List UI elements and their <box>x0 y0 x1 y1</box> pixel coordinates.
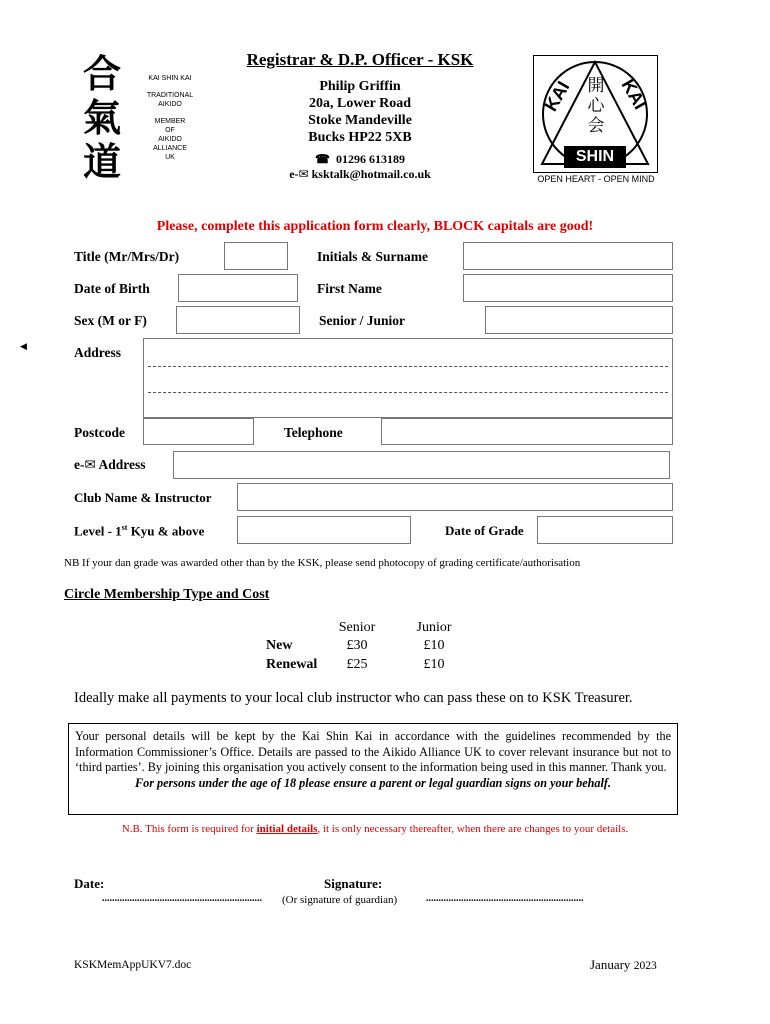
row-renewal-senior: £25 <box>346 657 368 672</box>
footer-filename: KSKMemAppUKV7.doc <box>74 959 192 971</box>
guardian-signature-note: (Or signature of guardian) <box>282 894 398 906</box>
registrar-name: Philip Griffin <box>319 79 401 94</box>
first-name-label: First Name <box>317 281 382 296</box>
registrar-phone <box>260 152 460 167</box>
date-label: Date: <box>74 876 105 891</box>
initial-details-note <box>60 823 690 835</box>
note-aikido2: AIKIDO <box>158 136 182 143</box>
row-new-senior: £30 <box>346 638 368 653</box>
footer-month: January <box>590 957 631 972</box>
initials-surname-label: Initials & Surname <box>317 249 429 264</box>
senior-junior-label: Senior / Junior <box>319 313 406 328</box>
row-renewal-type: Renewal <box>266 657 318 672</box>
postcode-label: Postcode <box>74 425 125 440</box>
note-alliance: ALLIANCE <box>153 145 187 152</box>
logo-kai-right: KAI <box>617 75 651 113</box>
kanji-ki: 氣 <box>82 96 121 140</box>
level-label-sup: st <box>121 523 128 532</box>
row-renewal-junior: £10 <box>423 657 445 672</box>
left-kanji <box>78 52 126 184</box>
dan-grade-note: NB If your dan grade was awarded other than by the KSK, please send photocopy of grading certificate/authorisation <box>64 557 581 569</box>
phone-icon: ☎ <box>315 152 330 166</box>
first-name-input[interactable] <box>463 274 673 302</box>
payment-note: Ideally make all payments to your local club instructor who can pass these on to KSK Treasurer. <box>74 690 633 706</box>
row-new-type: New <box>266 638 293 653</box>
date-line[interactable]: ................................................................ <box>102 893 262 904</box>
sex-input[interactable] <box>176 306 300 334</box>
left-arrow-icon: ◀ <box>20 341 27 351</box>
note-member: MEMBER <box>154 118 186 125</box>
guardian-note: For persons under the age of 18 please ensure a parent or legal guardian signs on your behalf. <box>134 775 612 790</box>
email-label-text: Address <box>98 457 146 472</box>
logo-kai-left: KAI <box>540 77 574 115</box>
level-label-b: Kyu & above <box>127 523 205 539</box>
col-senior-header: Senior <box>338 620 376 635</box>
logo-kanji <box>581 76 611 136</box>
footer-date <box>590 957 657 973</box>
envelope-icon: ✉ <box>298 167 309 181</box>
note-uk: UK <box>165 154 175 161</box>
note-of: OF <box>165 127 175 134</box>
phone-number: 01296 613189 <box>335 152 405 166</box>
envelope-icon: ✉ <box>84 457 96 473</box>
nb2-post: , it is only necessary thereafter, when there are changes to your details. <box>317 823 629 835</box>
signature-label: Signature: <box>324 876 383 891</box>
address-input[interactable] <box>143 338 673 418</box>
postcode-input[interactable] <box>143 418 254 445</box>
club-instructor-label: Club Name & Instructor <box>74 490 212 505</box>
kanji-ai: 合 <box>82 52 121 96</box>
left-notes <box>140 74 200 162</box>
nb2-pre: N.B. This form is required for <box>121 823 257 835</box>
sex-label: Sex (M or F) <box>74 313 147 328</box>
note-traditional: TRADITIONAL <box>146 92 194 99</box>
grade-date-input[interactable] <box>537 516 673 544</box>
address-line-3: Bucks HP22 5XB <box>308 130 412 145</box>
signature-line[interactable]: ............................................................... <box>426 893 584 904</box>
note-aikido: AIKIDO <box>158 101 182 108</box>
note-kaishinkai: KAI SHIN KAI <box>148 75 192 82</box>
membership-heading: Circle Membership Type and Cost <box>64 587 270 602</box>
form-instruction: Please, complete this application form clearly, BLOCK capitals are good! <box>156 219 594 234</box>
privacy-box <box>68 723 678 815</box>
level-input[interactable] <box>237 516 411 544</box>
logo-motto: OPEN HEART - OPEN MIND <box>537 174 655 184</box>
email-label <box>74 457 145 473</box>
footer-year: 2023 <box>633 960 657 972</box>
address-line-1: 20a, Lower Road <box>308 96 412 111</box>
email-label-prefix: e- <box>74 457 85 472</box>
logo-kanji-open: 開 <box>587 76 605 96</box>
address-line-guide-1 <box>148 366 668 367</box>
logo-kanji-meet: 会 <box>587 116 605 136</box>
email-address[interactable]: ksktalk@hotmail.co.uk <box>311 167 431 181</box>
senior-junior-input[interactable] <box>485 306 673 334</box>
logo-kanji-heart: 心 <box>587 96 605 116</box>
address-line-2: Stoke Mandeville <box>308 113 412 128</box>
nb2-emph: initial details <box>256 823 318 835</box>
grade-date-label: Date of Grade <box>445 523 524 538</box>
title-label: Title (Mr/Mrs/Dr) <box>74 249 180 264</box>
email-prefix: e- <box>289 167 299 181</box>
dob-input[interactable] <box>178 274 298 302</box>
logo-shin: SHIN <box>575 148 615 165</box>
col-junior-header: Junior <box>416 620 452 635</box>
telephone-label: Telephone <box>284 425 343 440</box>
dob-label: Date of Birth <box>74 281 150 296</box>
registrar-address <box>260 78 460 146</box>
level-label-a: Level - 1 <box>74 523 122 539</box>
email-input[interactable] <box>173 451 670 479</box>
kanji-do: 道 <box>82 140 121 184</box>
registrar-email <box>240 167 480 182</box>
telephone-input[interactable] <box>381 418 673 445</box>
ksk-logo <box>533 55 658 173</box>
club-instructor-input[interactable] <box>237 483 673 511</box>
address-line-guide-2 <box>148 392 668 393</box>
row-new-junior: £10 <box>423 638 445 653</box>
page-title: Registrar & D.P. Officer - KSK <box>246 50 474 69</box>
initials-surname-input[interactable] <box>463 242 673 270</box>
title-input[interactable] <box>224 242 288 270</box>
privacy-text: Your personal details will be kept by the Kai Shin Kai in accordance with the guidelines recommended by the Information Commissioner’s Office. Details are passed to the Aikido Alliance UK to cover relevant insurance but not to ‘third parties’. By joining this organisation you actively consent to the information being used in this manner. Thank you. <box>75 729 671 774</box>
level-label <box>74 523 204 539</box>
address-label: Address <box>74 345 122 360</box>
